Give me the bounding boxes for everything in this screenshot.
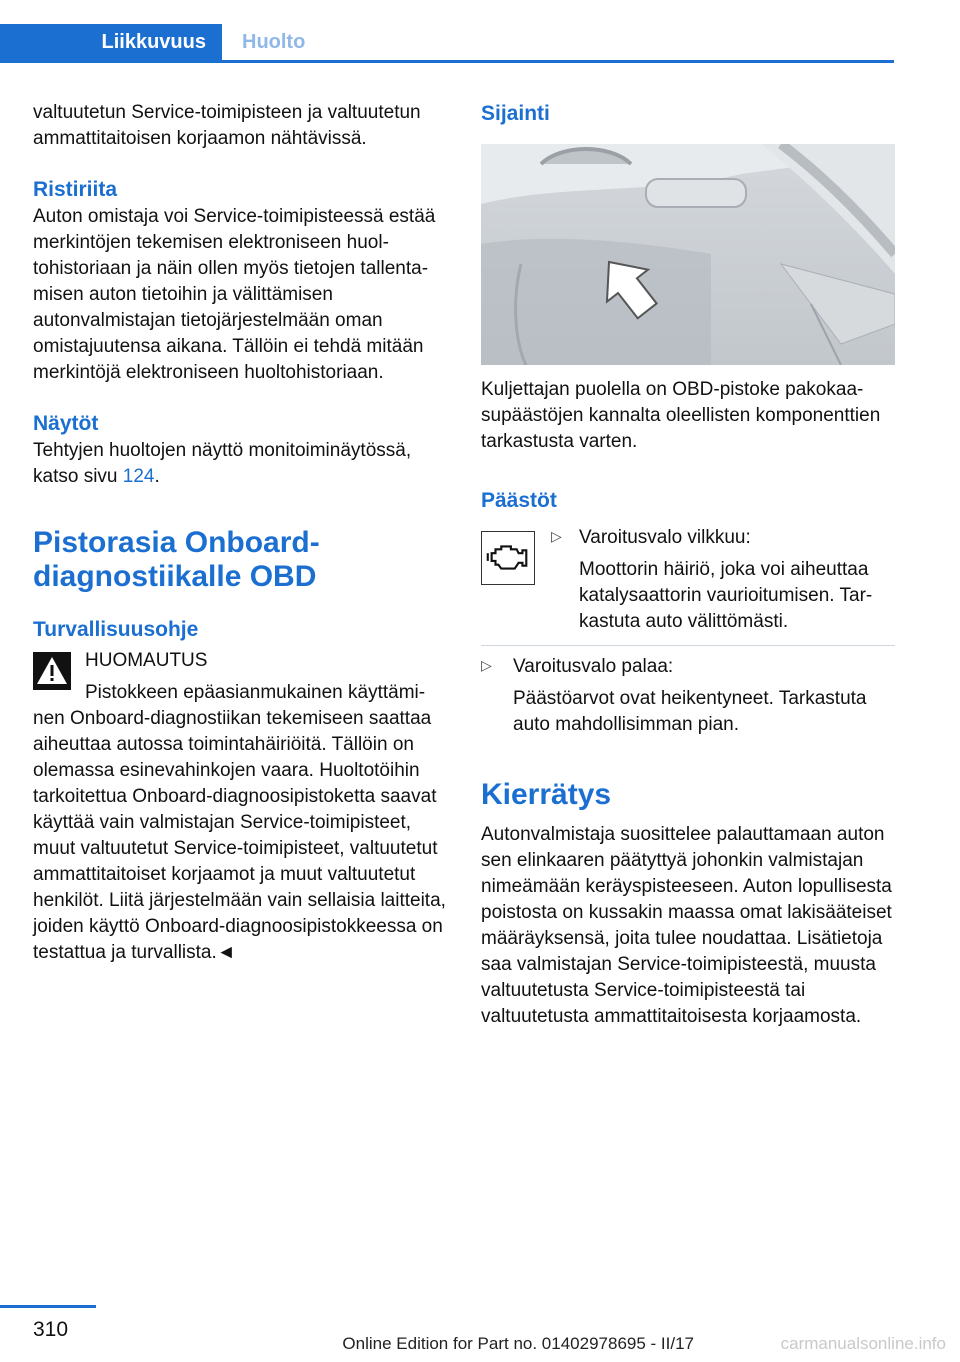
intro-paragraph: valtuutetun Service-toimipisteen ja valtuutetun ammattitaitoisen korjaamon nähtävissä. — [33, 102, 421, 149]
warning-block — [33, 648, 447, 966]
page-number: 310 — [33, 1318, 69, 1341]
watermark: carmanualsonline.info — [780, 1334, 946, 1353]
emission-item-steady-title: Varoitusvalo palaa: — [513, 656, 674, 677]
heading-paastot: Päästöt — [481, 489, 557, 512]
right-column — [481, 100, 895, 1030]
edition-info: Online Edition for Part no. 01402978695 - II/17 — [342, 1334, 694, 1353]
emission-item-steady-text: Päästöarvot ovat heikentyneet. Tarkastuta auto mahdollisimman pian. — [513, 688, 867, 735]
footer-divider — [0, 1305, 96, 1308]
left-column — [33, 100, 447, 966]
emission-item-flashing-title: Varoitusvalo vilkkuu: — [579, 527, 751, 548]
tab-huolto[interactable]: Huolto — [242, 31, 306, 53]
heading-naytot: Näytöt — [33, 412, 99, 435]
heading-sijainti: Sijainti — [481, 102, 550, 125]
warning-paragraph: Pistokkeen epäasianmukainen käyttäminen Onboard-diagnostiikan tekemiseen saattaa aiheuttaa autossa toimintahäiriöitä. Tällöin on olemassa esinevahinkojen vaara. Huoltotöihin tarkoitettua Onboard-diagnoosipistoketta saavat käyttää vain valmistajan Service-toimipisteet, muut valtuutetut Service-toimipisteet, valtuutetut ammattitaitoiset korjaamot ja muut valtuutetut henkilöt. Liitä järjestelmään vain sellaisia laitteita, joiden käyttö Onboard-diagnoosipistokkeessa on testattua ja turvallista.◄ — [33, 682, 446, 963]
emission-item-steady — [481, 654, 895, 738]
obd-location-photo — [481, 144, 895, 365]
emission-divider — [481, 645, 895, 646]
tab-liikkuvuus[interactable]: Liikkuvuus — [0, 24, 222, 61]
bullet-icon: ▷ — [551, 528, 562, 544]
check-engine-icon — [481, 531, 535, 585]
emission-item-flashing-text: Moottorin häiriö, joka voi aiheuttaa katalysaattorin vaurioitumisen. Tarkastuta auto välittömästi. — [579, 559, 873, 632]
heading-ristiriita: Ristiriita — [33, 178, 118, 201]
emission-item-flashing — [481, 525, 895, 635]
warning-triangle-icon — [33, 652, 71, 690]
kierratys-paragraph: Autonvalmistaja suosittelee palauttamaan auton sen elinkaaren päätyttyä johonkin valmistajan nimeämään keräyspisteeseen. Auton lopullisesta poistosta on kussakin maassa omat lakisääteiset määräyksensä, joita tulee noudattaa. Lisätietoja saa valmistajan Service-toimipisteestä, muusta valtuutetusta Service-toimipisteestä tai valtuutetusta ammattitaitoisesta korjaamosta. — [481, 824, 892, 1027]
heading-turvallisuusohje: Turvallisuusohje — [33, 618, 199, 641]
section-title-obd: Pistorasia Onboard-diagnostiikalle OBD — [33, 526, 320, 593]
bullet-icon: ▷ — [481, 657, 492, 673]
section-title-kierratys: Kierrätys — [481, 778, 612, 811]
header-divider — [0, 60, 894, 63]
naytot-paragraph: Tehtyjen huoltojen näyttö monitoiminäytössä, katso sivu 124. — [33, 440, 412, 487]
ristiriita-paragraph: Auton omistaja voi Service-toimipisteessä estää merkintöjen tekemisen elektroniseen huoltohistoriaan ja näin ollen myös tietojen tallentamisen auton tietoihin ja välittämisen autonvalmistajan tietojärjestelmään oman omistajuutensa aikana. Tällöin ei tehdä mitään merkintöjä elektroniseen huoltohistoriaan. — [33, 206, 436, 383]
page-link-124[interactable]: 124 — [122, 466, 155, 487]
warning-label: HUOMAUTUS — [85, 650, 208, 671]
obd-caption: Kuljettajan puolella on OBD-pistoke pakokaasupäästöjen kannalta oleellisten komponenttien tarkastusta varten. — [481, 379, 881, 452]
header-bar — [0, 0, 960, 62]
